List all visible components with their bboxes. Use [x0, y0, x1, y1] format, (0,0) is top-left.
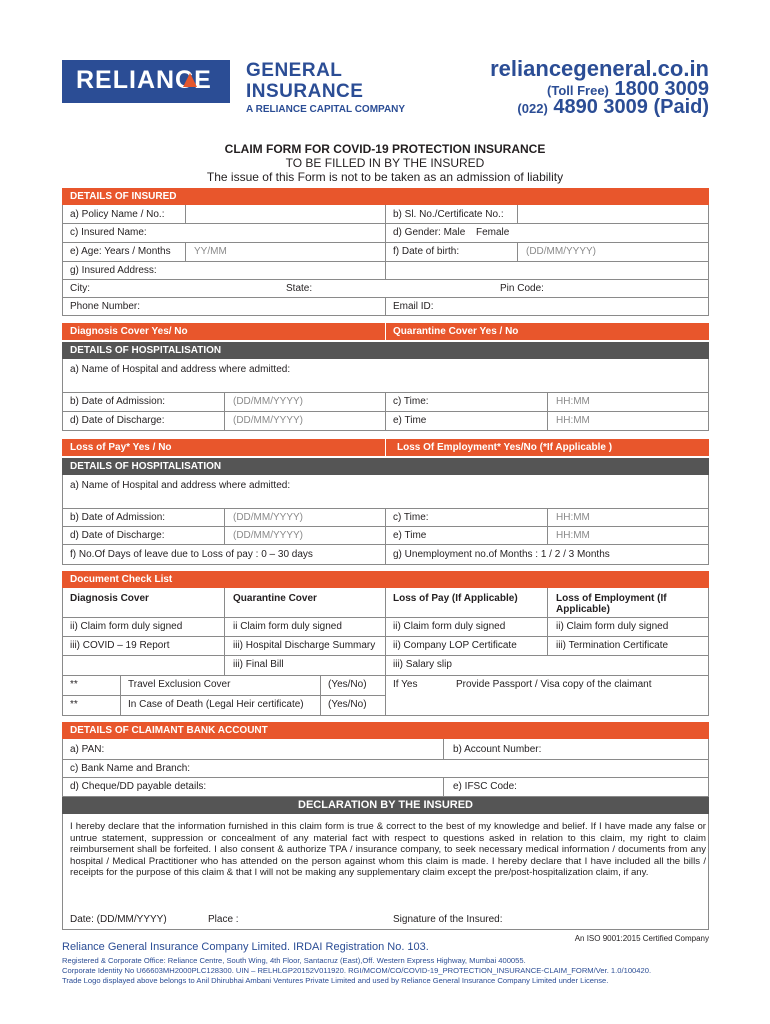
- sl-no-field[interactable]: [518, 206, 708, 223]
- loss-of-pay-toggle[interactable]: Loss of Pay* Yes / No: [70, 442, 172, 453]
- loss-cover-bar: [62, 439, 709, 456]
- hospitalisation-header-2: DETAILS OF HOSPITALISATION: [62, 458, 709, 475]
- travel-passport-note: Provide Passport / Visa copy of the claimant: [456, 679, 652, 690]
- doc-item: ii) Company LOP Certificate: [393, 640, 517, 651]
- age-label: e) Age: Years / Months: [70, 246, 171, 257]
- discharge-time-label-2: e) Time: [393, 530, 427, 541]
- gender-female-option[interactable]: Female: [476, 227, 510, 238]
- death-case-yes-no[interactable]: (Yes/No): [328, 699, 367, 710]
- admission-date-field-2[interactable]: (DD/MM/YYYY): [233, 512, 303, 523]
- dob-field[interactable]: (DD/MM/YYYY): [526, 246, 596, 257]
- brand-general: GENERAL: [246, 60, 343, 81]
- diagnosis-cover-toggle[interactable]: Diagnosis Cover Yes/ No: [70, 326, 188, 337]
- declaration-text: I hereby declare that the information furnished in this claim form is true & correct to the best of my knowledge and belief. If I have made any false or untrue statement, suppression or concealment of any material fact with respect to questions asked in relation to this claim, my right to claim reimbursement shall be forfeited. I also consent & authorize TPA / insurance company, to seek necessary medical information / documents from any hospital / Medical Practitioner who has attended on the person against whom this claim is made. I hereby declare that I have included all the bills / receipts for the purpose of this claim & that I will not be making any supplementary claim except the pre/post-hospitalization claim, if any.: [70, 821, 706, 879]
- bank-account-header: DETAILS OF CLAIMANT BANK ACCOUNT: [62, 722, 709, 739]
- hospital-name-label-1: a) Name of Hospital and address where admitted:: [70, 364, 291, 375]
- hospital-name-label-2: a) Name of Hospital and address where admitted:: [70, 480, 291, 491]
- death-case-label: In Case of Death (Legal Heir certificate): [128, 699, 304, 710]
- state-label: State:: [286, 283, 313, 294]
- logo-text: RELIANCE: [76, 66, 212, 94]
- loss-of-employment-header-line1: Loss of Employment (If: [556, 593, 667, 604]
- logo-triangle-icon: [183, 73, 197, 87]
- loss-of-pay-column-header: Loss of Pay (If Applicable): [393, 593, 518, 604]
- quarantine-cover-column-header: Quarantine Cover: [233, 593, 317, 604]
- death-marker: **: [70, 699, 78, 710]
- admission-time-label-1: c) Time:: [393, 396, 429, 407]
- unemployment-months-field[interactable]: g) Unemployment no.of Months : 1 / 2 / 3 Months: [393, 549, 610, 560]
- trade-logo-note: Trade Logo displayed above belongs to Anil Dhirubhai Ambani Ventures Private Limited and used by Reliance General Insurance Company Limited under License.: [62, 976, 609, 985]
- pan-label: a) PAN:: [70, 744, 105, 755]
- cover-selection-bar: [62, 323, 709, 340]
- reliance-logo: [62, 60, 230, 103]
- brand-tagline: A RELIANCE CAPITAL COMPANY: [246, 104, 406, 115]
- bank-branch-label: c) Bank Name and Branch:: [70, 763, 191, 774]
- quarantine-cover-toggle[interactable]: Quarantine Cover Yes / No: [393, 326, 519, 337]
- hospitalisation-header-1: DETAILS OF HOSPITALISATION: [62, 342, 709, 359]
- age-field[interactable]: YY/MM: [194, 246, 227, 257]
- sl-no-label: b) Sl. No./Certificate No.:: [393, 209, 504, 220]
- discharge-date-label-2: d) Date of Discharge:: [70, 530, 165, 541]
- ifsc-code-label: e) IFSC Code:: [453, 781, 517, 792]
- account-number-label: b) Account Number:: [453, 744, 542, 755]
- declaration-place-label: Place :: [208, 914, 239, 925]
- leave-days-field[interactable]: f) No.Of Days of leave due to Loss of pay : 0 – 30 days: [70, 549, 313, 560]
- discharge-date-field-1[interactable]: (DD/MM/YYYY): [233, 415, 303, 426]
- pin-code-label: Pin Code:: [500, 283, 544, 294]
- loss-of-employment-header-line2: Applicable): [556, 604, 610, 615]
- discharge-time-field-1[interactable]: HH:MM: [556, 415, 590, 426]
- document-checklist-header: Document Check List: [62, 571, 709, 588]
- doc-item: iii) Termination Certificate: [556, 640, 669, 651]
- discharge-time-field-2[interactable]: HH:MM: [556, 530, 590, 541]
- discharge-time-label-1: e) Time: [393, 415, 427, 426]
- policy-name-label: a) Policy Name / No.:: [70, 209, 165, 220]
- declaration-header: DECLARATION BY THE INSURED: [62, 797, 709, 814]
- travel-exclusion-label: Travel Exclusion Cover: [128, 679, 231, 690]
- phone-label: Phone Number:: [70, 301, 141, 312]
- form-subtitle: TO BE FILLED IN BY THE INSURED: [285, 156, 485, 170]
- discharge-date-label-1: d) Date of Discharge:: [70, 415, 165, 426]
- cheque-details-label: d) Cheque/DD payable details:: [70, 781, 207, 792]
- loss-of-employment-toggle[interactable]: Loss Of Employment* Yes/No (*If Applicable ): [397, 442, 613, 453]
- admission-date-label-2: b) Date of Admission:: [70, 512, 166, 523]
- registered-office: Registered & Corporate Office: Reliance Centre, South Wing, 4th Floor, Santacruz (East),Off. Western Express Highway, Mumbai 400055.: [62, 956, 526, 965]
- admission-date-field-1[interactable]: (DD/MM/YYYY): [233, 396, 303, 407]
- email-label: Email ID:: [393, 301, 434, 312]
- form-disclaimer: The issue of this Form is not to be taken as an admission of liability: [206, 170, 564, 184]
- admission-time-field-2[interactable]: HH:MM: [556, 512, 590, 523]
- doc-item: ii) Claim form duly signed: [393, 621, 506, 632]
- discharge-date-field-2[interactable]: (DD/MM/YYYY): [233, 530, 303, 541]
- admission-time-field-1[interactable]: HH:MM: [556, 396, 590, 407]
- travel-if-yes-label: If Yes: [393, 679, 418, 690]
- insured-signature-label: Signature of the Insured:: [393, 914, 503, 925]
- gender-male-option[interactable]: d) Gender: Male: [393, 227, 466, 238]
- policy-name-field[interactable]: [186, 206, 385, 223]
- doc-item: iii) Final Bill: [233, 659, 284, 670]
- brand-insurance: INSURANCE: [246, 81, 364, 102]
- doc-item: iii) COVID – 19 Report: [70, 640, 170, 651]
- doc-item: ii Claim form duly signed: [233, 621, 342, 632]
- admission-date-label-1: b) Date of Admission:: [70, 396, 166, 407]
- doc-item: iii) Salary slip: [393, 659, 452, 670]
- iso-certification: An ISO 9001:2015 Certified Company: [574, 934, 709, 943]
- address-label: g) Insured Address:: [70, 265, 157, 276]
- loss-of-employment-column-header: [548, 590, 667, 615]
- company-registration: Reliance General Insurance Company Limited. IRDAI Registration No. 103.: [62, 941, 429, 953]
- diagnosis-cover-column-header: Diagnosis Cover: [70, 593, 149, 604]
- paid-prefix: (022): [517, 101, 548, 116]
- travel-exclusion-yes-no[interactable]: (Yes/No): [328, 679, 367, 690]
- toll-free-value: 1800 3009: [614, 78, 709, 100]
- insured-name-label: c) Insured Name:: [70, 227, 147, 238]
- travel-marker: **: [70, 679, 78, 690]
- paid-value: 4890 3009 (Paid): [553, 96, 709, 118]
- declaration-date-label: Date: (DD/MM/YYYY): [70, 914, 167, 925]
- corporate-identity: Corporate Identity No U66603MH2000PLC128300. UIN – RELHLGP20152V011920. RGI/MCOM/CO/COVID-19_PROTECTION_INSURANCE-CLAIM_FORM/Ver. 1.0/100420.: [62, 966, 652, 975]
- toll-free-label: (Toll Free): [547, 83, 609, 98]
- doc-item: iii) Hospital Discharge Summary: [233, 640, 376, 651]
- admission-time-label-2: c) Time:: [393, 512, 429, 523]
- dob-label: f) Date of birth:: [393, 246, 460, 257]
- paid-number: [517, 96, 709, 119]
- doc-item: ii) Claim form duly signed: [556, 621, 669, 632]
- doc-item: ii) Claim form duly signed: [70, 621, 183, 632]
- insured-name-field[interactable]: [186, 224, 385, 241]
- insured-section-header: DETAILS OF INSURED: [62, 188, 709, 205]
- form-title: CLAIM FORM FOR COVID-19 PROTECTION INSURANCE: [224, 142, 546, 156]
- city-label: City:: [70, 283, 90, 294]
- website-link[interactable]: reliancegeneral.co.in: [490, 56, 709, 81]
